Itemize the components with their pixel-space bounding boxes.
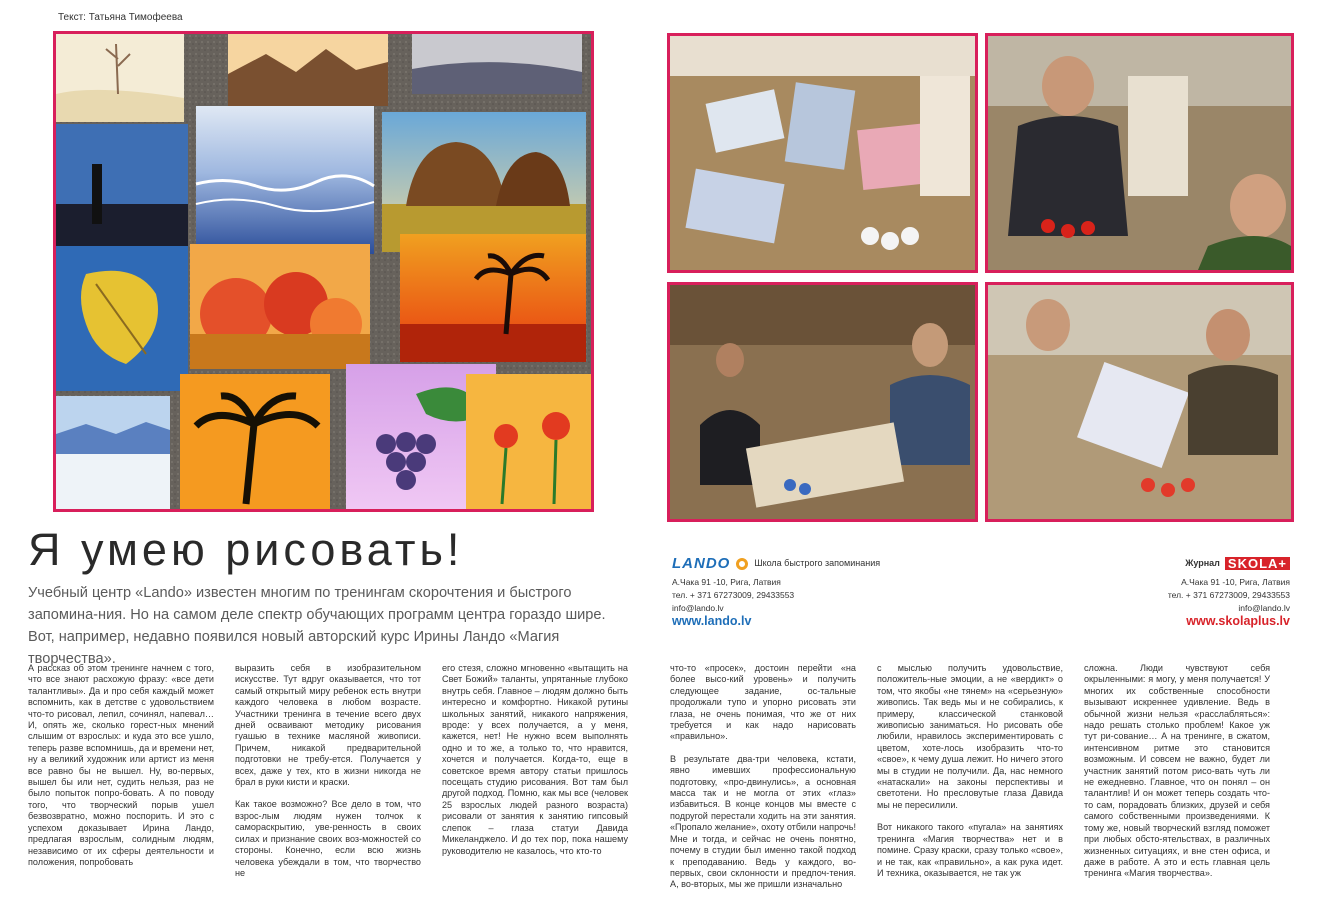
paragraph: что-то «просек», достоин перейти «на более высо-кий уровень» и получить следующее задание, ос-тальные продолжали тупо и упорно рисовать эти глаза, не очень понимая, что же от них требуется и как надо нарисовать «правильно».	[670, 663, 856, 742]
workshop-photo-painters	[985, 33, 1294, 273]
article-lead: Учебный центр «Lando» известен многим по тренингам скорочтения и быстрого запомина-ния. Но на самом деле спектр обучающих программ центра гораздо шире. Вот, например, недавно появился новый авторский курс Ирины Ландо «Магия творчества».	[28, 585, 606, 667]
text-column-4	[670, 663, 856, 902]
paragraph: В результате два-три человека, кстати, явно имевших профессиональную подготовку, «про-двинулись», а основная масса так и не могла от этих «глаз» избавиться. В конце концов мы вместе с подругой перестали ходить на эти занятия. «Пропало желание», охоту отбили напрочь! Мне и тогда, и сейчас не очень понятно, почему в студии был именно такой подход к преподаванию. Ведь у каждого, во-первых, свои склонности и предпоч-тения. А, во-вторых, мы же пришли изначально	[670, 753, 856, 890]
lando-email[interactable]: info@lando.lv	[672, 603, 724, 613]
workshop-photo-group-illustration	[670, 285, 975, 519]
lando-site-link[interactable]: www.lando.lv	[672, 614, 752, 628]
skola-logo: SKOLA+	[1225, 557, 1290, 570]
paragraph: Вот никакого такого «пугала» на занятиях тренинга «Магия творчества» нет и в помине. Сразу краски, сразу только «свое», и не так, как «правильно», а как рука идет. И техника, оказывается, не так уж	[877, 822, 1063, 878]
article-title: Я умею рисовать!	[28, 524, 464, 575]
lando-address: А.Чака 91 -10, Рига, Латвия	[672, 577, 781, 587]
author-credit: Текст: Татьяна Тимофеева	[58, 12, 183, 23]
skola-prefix: Журнал	[1185, 558, 1220, 568]
text-column-3	[442, 663, 628, 868]
paragraph: с мыслью получить удовольствие, положитель-ные эмоции, а не «вердикт» о том, что якобы «не тянем» на «серьезную» живопись. Так ведь мы и не собирались, к примеру, классической станковой живописью заниматься. Но рисовать обе любили, нравилось экспериментировать с цветом, хоте-лось изобразить что-то «свое», к чему душа лежит. Но ничего этого мы в студии не получили. Да, нас немного «натаскали» на законы перспективы и светотени. Но пресловутые глаза Давида мы не пересилили.	[877, 663, 1063, 810]
paintings-collage-photo	[53, 31, 594, 512]
workshop-photo-table-illustration	[670, 36, 975, 270]
skola-site-link[interactable]: www.skolaplus.lv	[1186, 614, 1290, 628]
text-column-2	[235, 663, 421, 890]
paragraph: А рассказ об этом тренинге начнем с того, что все знают расхожую фразу: «все дети талантливы». Да и про себя каждый может вспомнить, как в детстве с удовольствием что-то рисовал, лепил, сочинял, напевал… И, опять же, сколько горест-ных мнений слышим от взрослых: и куда это все ушло, теперь разве вспомнишь, да и времени нет, ну а великий художник или артист из меня все равно бы не вышел. Ну, во-первых, вышел бы или нет, судить нельзя, раз не было попыток попро-бовать. А по поводу того, что творческий порыв ушел безвозвратно, можно поспорить. И это с успехом доказывает Ирина Ландо, предлагая взрослым, солидным людям, независимо от их сферы деятельности и положения, попробовать	[28, 663, 214, 867]
lando-tagline: Школа быстрого запоминания	[754, 558, 881, 568]
paragraph: выразить себя в изобразительном искусстве. Тут вдруг оказывается, что тот самый открытый миру ребенок есть внутри каждого человека в любом возрасте. Участники тренинга в течение всего двух дней осваивают методику рисования гуашью в технике масляной живописи. Причем, никакой предварительной подготовки не требу-ется. Получается у всех, даже у тех, кто в жизни никогда не брал в руки кисти и краски.	[235, 663, 421, 788]
skola-phone: тел. + 371 67273009, 29433553	[1167, 590, 1290, 600]
workshop-photo-drawing-illustration	[988, 285, 1291, 519]
workshop-photo-group	[667, 282, 978, 522]
text-column-6	[1084, 663, 1270, 891]
lando-phone: тел. + 371 67273009, 29433553	[672, 590, 795, 600]
skola-contacts	[1150, 557, 1290, 628]
lando-contacts	[672, 557, 902, 628]
paintings-collage-illustration	[56, 34, 591, 509]
lando-logo: LANDO	[672, 555, 731, 572]
workshop-photo-painters-illustration	[988, 36, 1291, 270]
skola-email[interactable]: info@lando.lv	[1238, 603, 1290, 613]
workshop-photo-table	[667, 33, 978, 273]
skola-address: А.Чака 91 -10, Рига, Латвия	[1181, 577, 1290, 587]
paragraph: Как такое возможно? Все дело в том, что взрос-лым людям нужен толчок к самораскрытию, уве-ренность в своих силах и признание своих воз-можностей со стороны. Конечно, если всю жизнь человека убеждали в том, что творчество не	[235, 799, 421, 878]
paragraph: сложна. Люди чувствуют себя окрыленными: я могу, у меня получается! У многих их собственные способности вызывают искреннее удивление. Ведь в обычной жизни нельзя «расслабляться»: надо решать столько проблем! Какое уж тут ри-сование… А на тренинге, в сжатом, интенсивном ритме это становится возможным. И совсем не важно, будет ли участник занятий потом рисо-вать чуть ли не ежедневно. Главное, что он понял – он талантлив! И он может теперь создать что-то сам, порадовать близких, друзей и себя самого собственными произведениями. К тому же, новый творческий взгляд поможет при любых обсто-ятельствах, в различных жизненных ситуациях, и вне стен офиса, и даже в работе. А это и есть главная цель тренинга «Магия творчества».	[1084, 663, 1270, 879]
workshop-photo-drawing	[985, 282, 1294, 522]
paragraph: его стезя, сложно мгновенно «вытащить на Свет Божий» таланты, упрятанные глубоко внутрь себя. Главное – людям должно быть интересно и комфортно. Никакой рутины школьных занятий, никакого напряжения, вроде: у всех получается, а у меня, кажется, нет! Не нужно всем выполнять одно и то же, а только то, что нравится, хочется и получается. Когда-то, еще в советское время автору статьи пришлось посещать студию рисования. Вот там был другой подход. Помню, как мы все (человек 25 взрослых людей разного возраста) рисовали от занятия к занятию гипсовый слепок – глаза статуи Давида Микеланджело. И до тех пор, пока нашему руководителю не казалось, что кто-то	[442, 663, 628, 856]
text-column-5	[877, 663, 1063, 890]
text-column-1	[28, 663, 214, 879]
lando-logo-icon	[736, 558, 748, 570]
